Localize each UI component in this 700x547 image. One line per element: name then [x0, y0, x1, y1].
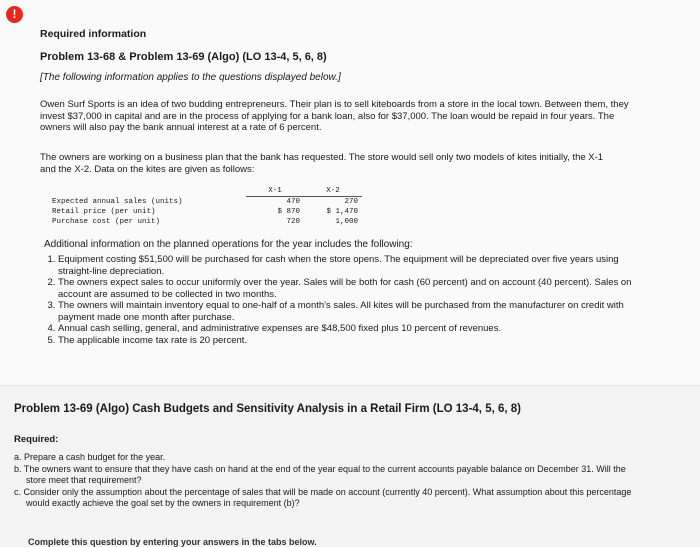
requirement-item: c. Consider only the assumption about the percentage of sales that will be made on account (currently 40 percent). What assumption about this percentage would exactly achieve the goal set by the owners in requirement (b)? [14, 487, 632, 508]
list-item: 5. The applicable income tax rate is 20 percent. [58, 335, 643, 347]
operations-list [44, 254, 643, 346]
cell-x1: 720 [286, 218, 300, 226]
required-info-heading: Required information [40, 28, 147, 40]
alert-icon: ! [6, 6, 23, 23]
list-item: 4. Annual cash selling, general, and administrative expenses are $48,500 fixed plus 10 percent of revenues. [58, 323, 643, 335]
cell-x2: $ 1,470 [326, 208, 358, 216]
column-header-x2: X-2 [304, 186, 362, 197]
list-item: 2. The owners expect sales to occur uniformly over the year. Sales will be both for cash (60 percent) and on account (40 percent). Sales on account are assumed to be collected in two months. [58, 277, 643, 300]
footer-instruction: Complete this question by entering your answers in the tabs below. [28, 537, 317, 547]
list-item: 1. Equipment costing $51,500 will be purchased for cash when the store opens. The equipment will be depreciated over five years using straight-line depreciation. [58, 254, 643, 277]
row-label: Expected annual sales (units) [52, 197, 183, 206]
problem-heading: Problem 13-68 & Problem 13-69 (Algo) (LO 13-4, 5, 6, 8) [40, 51, 327, 63]
cell-x1: 470 [286, 198, 300, 206]
scenario-paragraph: Owen Surf Sports is an idea of two budding entrepreneurs. Their plan is to sell kiteboards from a store in the local town. Between them, they invest $37,000 in capital and are in the process of applying for a bank loan, also for $37,000. The loan would be repaid in four years. The owners will also pay the bank annual interest at a rate of 6 percent. [40, 99, 629, 133]
row-label: Retail price (per unit) [52, 208, 156, 216]
intro-note: [The following information applies to the questions displayed below.] [40, 72, 341, 83]
table-row [48, 197, 362, 208]
business-plan-paragraph: The owners are working on a business plan that the bank has requested. The store would sell only two models of kites initially, the X-1 and the X-2. Data on the kites are given as follows: [40, 152, 604, 175]
requirements-list [14, 452, 644, 510]
requirement-item: b. The owners want to ensure that they have cash on hand at the end of the year equal to the current accounts payable balance on December 31. Will the store meet that requirement? [14, 464, 626, 485]
cell-x2: 270 [344, 198, 358, 206]
table-row [48, 217, 362, 227]
table-header-row [48, 186, 362, 197]
required-label: Required: [14, 434, 59, 445]
list-item: 3. The owners will maintain inventory equal to one-half of a month's sales. All kites will be purchased from the manufacturer on credit with payment made one month after purchase. [58, 300, 643, 323]
additional-info-text: Additional information on the planned operations for the year includes the following: [44, 239, 413, 250]
cell-x1: $ 870 [277, 208, 300, 216]
section-title: Problem 13-69 (Algo) Cash Budgets and Sensitivity Analysis in a Retail Firm (LO 13-4, 5, 6, 8) [14, 403, 521, 415]
cell-x2: 1,000 [335, 218, 358, 226]
column-header-x1: X-1 [246, 186, 304, 197]
table-row [48, 207, 362, 217]
row-label: Purchase cost (per unit) [52, 218, 161, 226]
requirement-item: a. Prepare a cash budget for the year. [14, 452, 166, 462]
kite-data-table [48, 186, 362, 227]
